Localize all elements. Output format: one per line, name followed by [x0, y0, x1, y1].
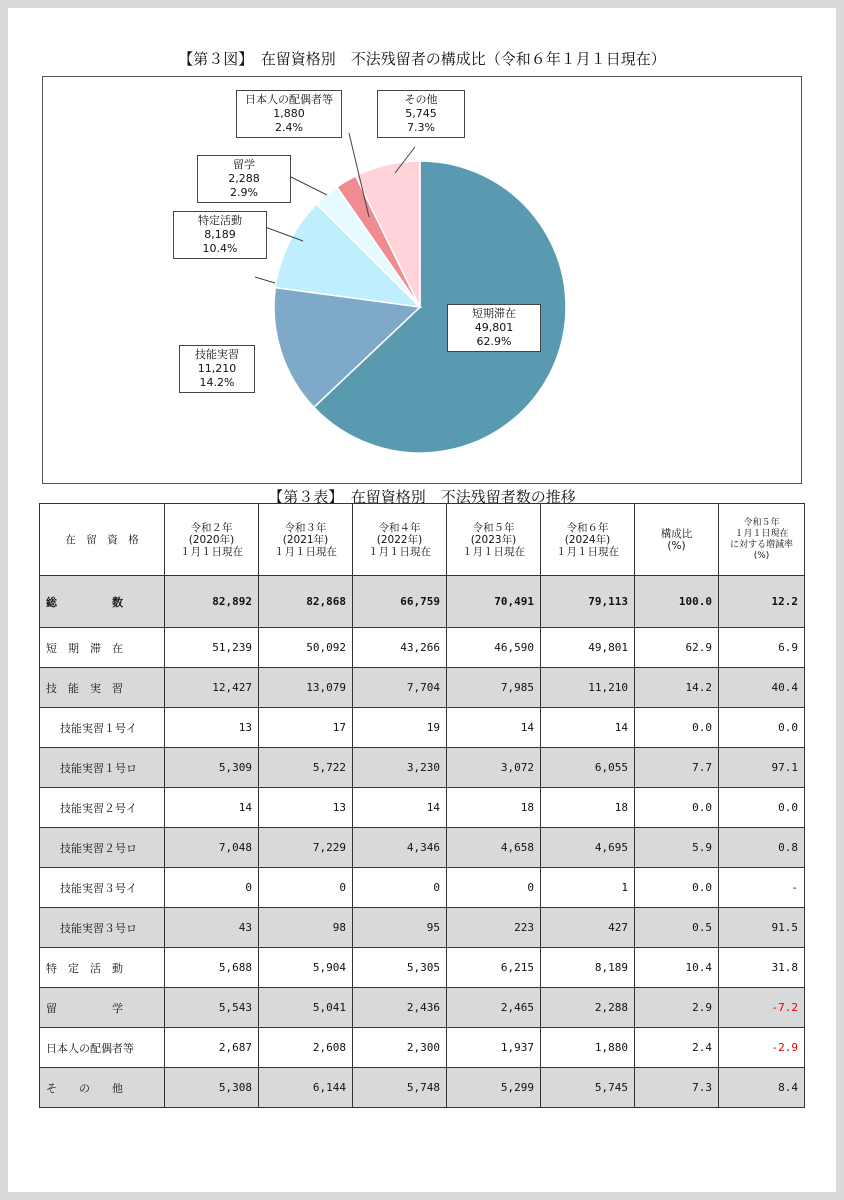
- row-label: そ の 他: [40, 1068, 165, 1108]
- cell-2020: 5,308: [165, 1068, 259, 1108]
- cell-2024: 6,055: [541, 748, 635, 788]
- header-text: (2023年): [470, 533, 517, 546]
- cell-2024: 427: [541, 908, 635, 948]
- table-row: [40, 948, 805, 988]
- header-text: (2020年): [188, 533, 235, 546]
- cell-2020: 2,687: [165, 1028, 259, 1068]
- header-2023: [447, 504, 541, 576]
- cell-change: 0.0: [719, 708, 805, 748]
- header-text: (%): [667, 539, 686, 552]
- cell-2021: 82,868: [259, 576, 353, 628]
- header-text: 令和３年: [284, 521, 327, 534]
- row-label: 技能実習２号イ: [40, 788, 165, 828]
- table-header-row: [40, 504, 805, 576]
- label-日本人の配偶者等: [236, 90, 342, 138]
- label-name: 特定活動: [198, 214, 242, 227]
- leader-line-3: [255, 277, 275, 283]
- cell-2024: 5,745: [541, 1068, 635, 1108]
- label-name: 短期滞在: [472, 307, 516, 320]
- cell-2020: 0: [165, 868, 259, 908]
- cell-ratio: 62.9: [635, 628, 719, 668]
- cell-2023: 0: [447, 868, 541, 908]
- cell-2022: 95: [353, 908, 447, 948]
- label-percent: 14.2%: [199, 376, 235, 389]
- cell-ratio: 0.5: [635, 908, 719, 948]
- row-label: 技能実習１号ロ: [40, 748, 165, 788]
- cell-2024: 49,801: [541, 628, 635, 668]
- cell-2023: 14: [447, 708, 541, 748]
- cell-2023: 223: [447, 908, 541, 948]
- cell-change: 40.4: [719, 668, 805, 708]
- row-label: 技 能 実 習: [40, 668, 165, 708]
- row-label: 短 期 滞 在: [40, 628, 165, 668]
- label-その他: [377, 90, 465, 138]
- header-change: [719, 504, 805, 576]
- cell-2022: 7,704: [353, 668, 447, 708]
- cell-2022: 66,759: [353, 576, 447, 628]
- cell-2020: 43: [165, 908, 259, 948]
- table-row: [40, 788, 805, 828]
- label-value: 2,288: [228, 172, 260, 185]
- label-name: 技能実習: [195, 348, 239, 361]
- row-label: 技能実習２号ロ: [40, 828, 165, 868]
- table-row: [40, 1068, 805, 1108]
- table-row: [40, 868, 805, 908]
- cell-ratio: 0.0: [635, 868, 719, 908]
- cell-ratio: 14.2: [635, 668, 719, 708]
- cell-2021: 50,092: [259, 628, 353, 668]
- label-技能実習: [179, 345, 255, 393]
- cell-2020: 82,892: [165, 576, 259, 628]
- cell-change: 31.8: [719, 948, 805, 988]
- cell-2020: 7,048: [165, 828, 259, 868]
- cell-change: 97.1: [719, 748, 805, 788]
- cell-2023: 4,658: [447, 828, 541, 868]
- header-text: に対する増減率: [729, 539, 793, 550]
- cell-2021: 5,722: [259, 748, 353, 788]
- label-value: 11,210: [197, 362, 237, 375]
- cell-2023: 70,491: [447, 576, 541, 628]
- header-text: １月１日現在: [274, 545, 337, 558]
- row-label: 特 定 活 動: [40, 948, 165, 988]
- header-2021: [259, 504, 353, 576]
- cell-change: 12.2: [719, 576, 805, 628]
- label-value: 49,801: [474, 321, 514, 334]
- cell-2021: 17: [259, 708, 353, 748]
- header-text: １月１日現在: [180, 545, 243, 558]
- label-name: その他: [404, 93, 438, 106]
- label-特定活動: [173, 211, 267, 259]
- leader-line-1: [291, 177, 327, 195]
- table-row: [40, 708, 805, 748]
- cell-change: -7.2: [719, 988, 805, 1028]
- cell-2024: 1: [541, 868, 635, 908]
- header-text: １月１日現在: [462, 545, 525, 558]
- header-text: 構成比: [660, 527, 693, 540]
- cell-2023: 2,465: [447, 988, 541, 1028]
- cell-ratio: 100.0: [635, 576, 719, 628]
- header-text: (%): [753, 550, 770, 561]
- header-status: 在 留 資 格: [40, 504, 165, 576]
- table-row: [40, 668, 805, 708]
- label-percent: 7.3%: [407, 121, 435, 134]
- cell-2024: 14: [541, 708, 635, 748]
- cell-2022: 5,748: [353, 1068, 447, 1108]
- header-text: 令和４年: [378, 521, 421, 534]
- cell-2020: 12,427: [165, 668, 259, 708]
- cell-2024: 1,880: [541, 1028, 635, 1068]
- cell-2024: 4,695: [541, 828, 635, 868]
- cell-2020: 14: [165, 788, 259, 828]
- label-留学: [197, 155, 291, 203]
- label-percent: 2.4%: [275, 121, 303, 134]
- table-row: [40, 1028, 805, 1068]
- label-name: 日本人の配偶者等: [245, 93, 333, 106]
- cell-change: 0.8: [719, 828, 805, 868]
- pie-chart-frame: [42, 76, 802, 484]
- cell-ratio: 2.9: [635, 988, 719, 1028]
- header-text: (2021年): [282, 533, 329, 546]
- cell-2021: 13,079: [259, 668, 353, 708]
- cell-change: 0.0: [719, 788, 805, 828]
- label-percent: 10.4%: [202, 242, 238, 255]
- cell-2023: 5,299: [447, 1068, 541, 1108]
- cell-change: 6.9: [719, 628, 805, 668]
- table-row: [40, 828, 805, 868]
- cell-2024: 18: [541, 788, 635, 828]
- cell-ratio: 7.3: [635, 1068, 719, 1108]
- row-label: 留 学: [40, 988, 165, 1028]
- cell-2023: 3,072: [447, 748, 541, 788]
- label-value: 1,880: [273, 107, 305, 120]
- cell-2023: 7,985: [447, 668, 541, 708]
- cell-2021: 2,608: [259, 1028, 353, 1068]
- cell-2022: 0: [353, 868, 447, 908]
- cell-change: 8.4: [719, 1068, 805, 1108]
- header-2022: [353, 504, 447, 576]
- header-text: 令和６年: [566, 521, 609, 534]
- cell-2021: 98: [259, 908, 353, 948]
- cell-2022: 3,230: [353, 748, 447, 788]
- table-row: [40, 628, 805, 668]
- header-text: 令和２年: [190, 521, 233, 534]
- cell-2020: 5,543: [165, 988, 259, 1028]
- table-row-total: [40, 576, 805, 628]
- cell-2020: 13: [165, 708, 259, 748]
- cell-2022: 5,305: [353, 948, 447, 988]
- cell-2024: 8,189: [541, 948, 635, 988]
- cell-2021: 5,041: [259, 988, 353, 1028]
- cell-2023: 46,590: [447, 628, 541, 668]
- cell-2022: 2,300: [353, 1028, 447, 1068]
- label-value: 8,189: [204, 228, 236, 241]
- row-label: 技能実習３号イ: [40, 868, 165, 908]
- cell-2023: 1,937: [447, 1028, 541, 1068]
- row-label: 技能実習３号ロ: [40, 908, 165, 948]
- cell-change: 91.5: [719, 908, 805, 948]
- cell-2022: 4,346: [353, 828, 447, 868]
- cell-ratio: 7.7: [635, 748, 719, 788]
- cell-2020: 5,309: [165, 748, 259, 788]
- cell-ratio: 2.4: [635, 1028, 719, 1068]
- cell-2022: 14: [353, 788, 447, 828]
- cell-2021: 5,904: [259, 948, 353, 988]
- cell-2020: 5,688: [165, 948, 259, 988]
- cell-change: -2.9: [719, 1028, 805, 1068]
- label-value: 5,745: [405, 107, 437, 120]
- cell-2024: 79,113: [541, 576, 635, 628]
- header-text: 令和５年: [472, 521, 515, 534]
- cell-2023: 6,215: [447, 948, 541, 988]
- cell-2021: 0: [259, 868, 353, 908]
- cell-2024: 2,288: [541, 988, 635, 1028]
- header-2020: [165, 504, 259, 576]
- header-text: １月１日現在: [556, 545, 619, 558]
- cell-2023: 18: [447, 788, 541, 828]
- header-text: 令和５年: [743, 517, 780, 528]
- cell-2022: 19: [353, 708, 447, 748]
- table-row: [40, 908, 805, 948]
- table-row: [40, 988, 805, 1028]
- cell-2020: 51,239: [165, 628, 259, 668]
- row-label: 日本人の配偶者等: [40, 1028, 165, 1068]
- header-text: (2022年): [376, 533, 423, 546]
- row-label: 総 数: [40, 576, 165, 628]
- cell-2024: 11,210: [541, 668, 635, 708]
- cell-change: -: [719, 868, 805, 908]
- header-text: １月１日現在: [734, 528, 789, 539]
- data-table: [39, 503, 805, 1108]
- cell-2022: 43,266: [353, 628, 447, 668]
- table-row: [40, 748, 805, 788]
- row-label: 技能実習１号イ: [40, 708, 165, 748]
- table-title: 【第３表】 在留資格別 不法残留者数の推移: [268, 488, 576, 506]
- cell-ratio: 5.9: [635, 828, 719, 868]
- label-percent: 2.9%: [230, 186, 258, 199]
- chart-title: 【第３図】 在留資格別 不法残留者の構成比（令和６年１月１日現在）: [178, 50, 666, 68]
- cell-2021: 7,229: [259, 828, 353, 868]
- header-text: (2024年): [564, 533, 611, 546]
- label-percent: 62.9%: [476, 335, 512, 348]
- header-2024: [541, 504, 635, 576]
- header-text: １月１日現在: [368, 545, 431, 558]
- cell-ratio: 0.0: [635, 788, 719, 828]
- header-ratio: [635, 504, 719, 576]
- cell-2021: 13: [259, 788, 353, 828]
- cell-ratio: 0.0: [635, 708, 719, 748]
- cell-ratio: 10.4: [635, 948, 719, 988]
- label-短期滞在: [447, 304, 541, 352]
- cell-2021: 6,144: [259, 1068, 353, 1108]
- label-name: 留学: [233, 158, 255, 171]
- cell-2022: 2,436: [353, 988, 447, 1028]
